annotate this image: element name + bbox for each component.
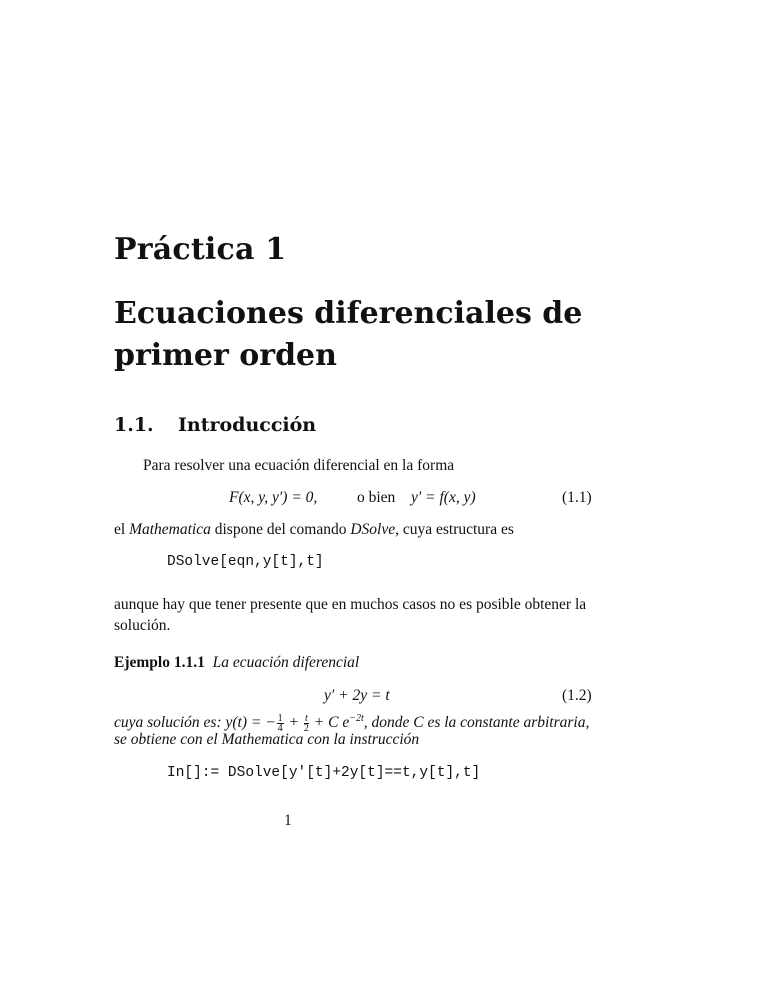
- code-example-input: In[]:= DSolve[y'[t]+2y[t]==t,y[t],t]: [167, 765, 481, 781]
- caveat-line-1: aunque hay que tener presente que en muchos casos no es posible obtener la: [114, 596, 587, 613]
- section-heading: [114, 414, 316, 436]
- mathematica-paragraph: [114, 519, 514, 541]
- equation-1-number: (1.1): [562, 489, 592, 506]
- code-dsolve-syntax: DSolve[eqn,y[t],t]: [167, 554, 324, 570]
- section-title: Introducción: [178, 414, 317, 436]
- text-run: , cuya estructura es: [395, 521, 514, 538]
- text-run: + C e: [309, 714, 350, 732]
- numerator: 1: [277, 713, 283, 725]
- equation-1-connector: o bien: [357, 489, 396, 506]
- text-run: dispone del comando: [210, 521, 351, 538]
- section-number: 1.1.: [114, 414, 154, 436]
- example-heading: [114, 652, 359, 674]
- equation-2-number: (1.2): [562, 687, 592, 704]
- text-run: +: [284, 714, 303, 732]
- caveat-line-2: solución.: [114, 617, 171, 634]
- denominator: 4: [277, 723, 283, 735]
- dsolve-term: DSolve: [350, 521, 396, 538]
- text-run: el: [114, 521, 130, 538]
- equation-1-left: F(x, y, y′) = 0,: [229, 489, 318, 506]
- page-number: 1: [284, 812, 292, 829]
- chapter-label: Práctica 1: [114, 232, 287, 267]
- chapter-title: Ecuaciones diferenciales de primer orden: [114, 296, 583, 373]
- denominator: 2: [303, 723, 309, 735]
- solution-lhs: y(t) = −: [225, 714, 276, 732]
- solution-line-2: se obtiene con el Mathematica con la instrucción: [114, 731, 420, 748]
- text-run: cuya solución es:: [114, 714, 226, 732]
- example-label: Ejemplo 1.1.1: [114, 654, 205, 671]
- text-run: , donde C es la constante arbitraria,: [363, 714, 590, 732]
- equation-2: y′ + 2y = t: [324, 687, 390, 704]
- example-intro: La ecuación diferencial: [212, 654, 360, 671]
- equation-1-right: y′ = f(x, y): [411, 489, 476, 506]
- intro-paragraph: Para resolver una ecuación diferencial en la forma: [143, 457, 455, 474]
- mathematica-term: Mathematica: [129, 521, 211, 538]
- numerator: t: [305, 713, 308, 725]
- exponent: −2t: [349, 713, 364, 724]
